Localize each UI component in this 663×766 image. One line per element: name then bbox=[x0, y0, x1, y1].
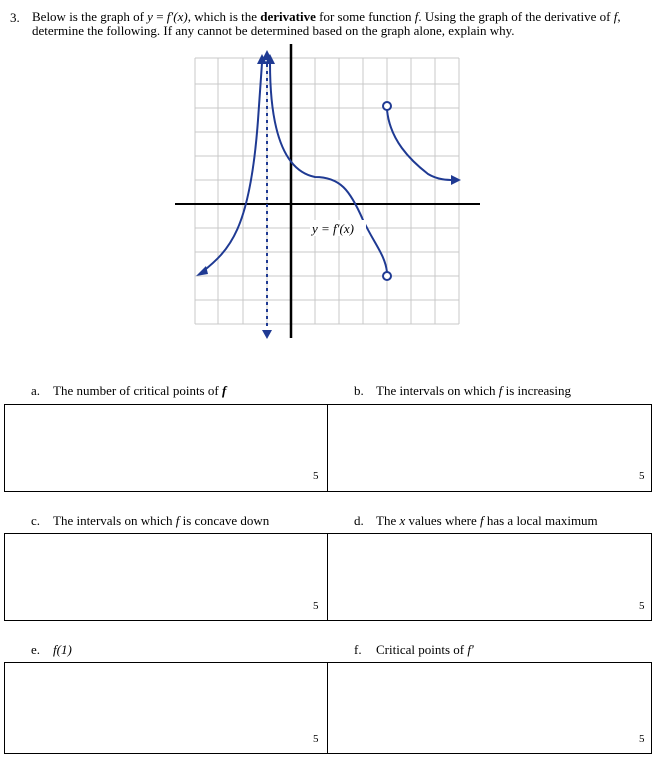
part-b-fn: f bbox=[498, 383, 503, 398]
eq-equals: = bbox=[156, 9, 164, 24]
points-b: 5 bbox=[639, 470, 645, 482]
answer-box-a[interactable] bbox=[4, 404, 328, 492]
question-number: 3. bbox=[10, 10, 20, 25]
part-a-fn: f bbox=[221, 383, 227, 398]
answer-box-e[interactable] bbox=[4, 662, 328, 754]
part-f-fn: f′ bbox=[467, 642, 474, 657]
part-d-text: The bbox=[376, 513, 397, 528]
curve-left-branch bbox=[201, 63, 262, 273]
mid-text-2: for some function bbox=[319, 9, 412, 24]
points-c: 5 bbox=[313, 600, 319, 612]
derivative-graph bbox=[170, 40, 490, 345]
mid-text-1: , which is the bbox=[187, 9, 258, 24]
mid-text-4: , bbox=[617, 9, 621, 24]
part-d-xvar: x bbox=[399, 513, 406, 528]
mid-text-3: . Using the graph of the derivative of bbox=[418, 9, 611, 24]
part-a-letter: a. bbox=[31, 383, 41, 398]
part-c-prompt bbox=[31, 513, 269, 529]
asymptote-arrow-down-icon bbox=[262, 330, 272, 339]
part-d-mid: values where bbox=[408, 513, 477, 528]
part-a-prompt bbox=[31, 383, 226, 399]
curve-right-branch bbox=[387, 110, 454, 180]
part-c-fn: f bbox=[175, 513, 180, 528]
points-f: 5 bbox=[639, 733, 645, 745]
answer-box-d[interactable] bbox=[327, 533, 652, 621]
grid-lines bbox=[195, 58, 459, 324]
open-endpoint-bottom bbox=[383, 272, 391, 280]
question-line-2: determine the following. If any cannot be determined based on the graph alone, explain why. bbox=[32, 23, 515, 38]
part-b-after: is increasing bbox=[505, 383, 571, 398]
points-d: 5 bbox=[639, 600, 645, 612]
part-d-prompt bbox=[354, 513, 598, 529]
eq-prime-x: ′(x) bbox=[170, 9, 188, 24]
points-e: 5 bbox=[313, 733, 319, 745]
points-a: 5 bbox=[313, 470, 319, 482]
eq-f: f bbox=[166, 9, 171, 24]
derivative-bold: derivative bbox=[260, 9, 316, 24]
fn-name: f bbox=[414, 9, 419, 24]
part-e-letter: e. bbox=[31, 642, 41, 657]
part-b-text: The intervals on which bbox=[376, 383, 496, 398]
fn-name-2: f bbox=[613, 9, 618, 24]
answer-box-c[interactable] bbox=[4, 533, 328, 621]
part-d-fn: f bbox=[479, 513, 484, 528]
part-e-prompt bbox=[31, 642, 72, 658]
eq-y: y bbox=[147, 9, 153, 24]
part-d-letter: d. bbox=[354, 513, 364, 528]
open-endpoint-top bbox=[383, 102, 391, 110]
answer-box-f[interactable] bbox=[327, 662, 652, 754]
curve-middle-branch bbox=[270, 63, 387, 272]
graph-label: y = f′(x) bbox=[312, 221, 354, 236]
part-c-letter: c. bbox=[31, 513, 41, 528]
answer-box-b[interactable] bbox=[327, 404, 652, 492]
intro-text: Below is the graph of bbox=[32, 9, 144, 24]
part-b-prompt bbox=[354, 383, 571, 399]
part-c-after: is concave down bbox=[182, 513, 270, 528]
part-f-prompt bbox=[354, 642, 474, 658]
part-d-after: has a local maximum bbox=[486, 513, 598, 528]
left-arrow-icon bbox=[196, 266, 208, 276]
part-c-text: The intervals on which bbox=[53, 513, 173, 528]
question-text bbox=[32, 10, 652, 38]
part-e-expr: f(1) bbox=[53, 642, 72, 657]
part-f-text: Critical points of bbox=[376, 642, 465, 657]
part-b-letter: b. bbox=[354, 383, 364, 398]
part-a-text: The number of critical points of bbox=[53, 383, 219, 398]
part-f-letter: f. bbox=[354, 642, 362, 657]
